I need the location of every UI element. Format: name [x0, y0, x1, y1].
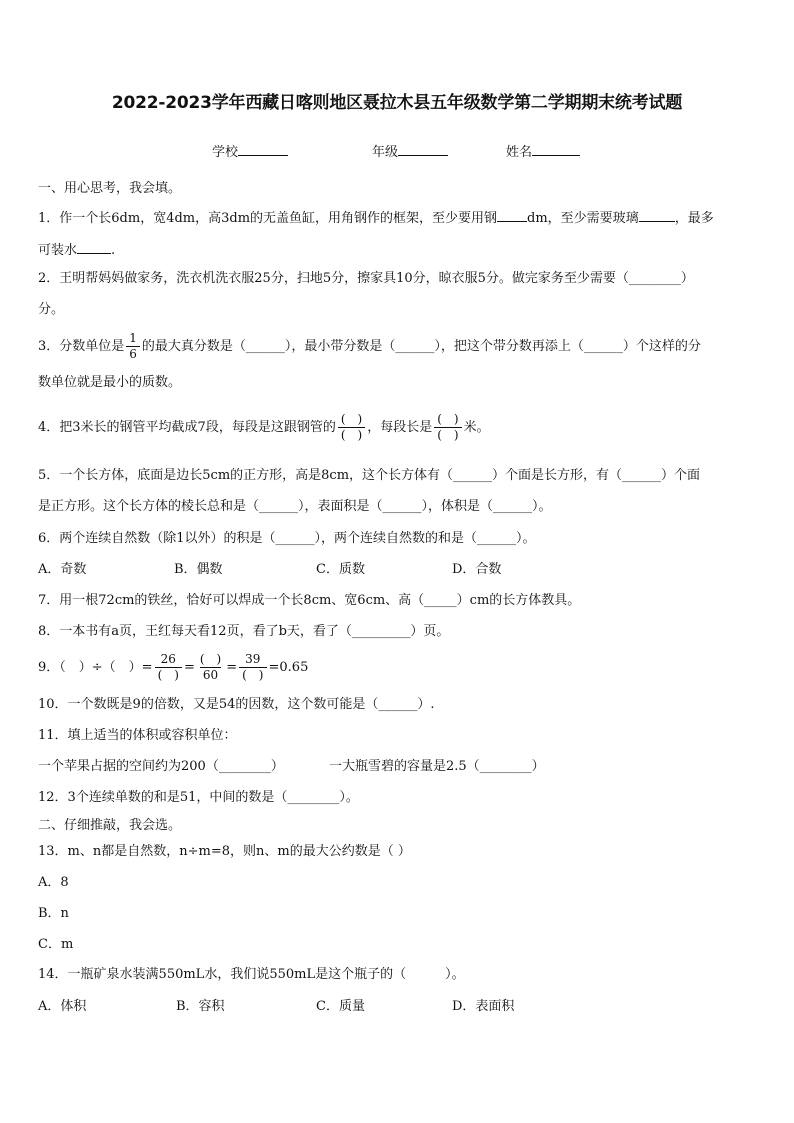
question-2-cont: 分。 — [38, 302, 65, 317]
q1-blank-3[interactable] — [77, 239, 111, 254]
grade-field — [372, 141, 448, 160]
q4-fraction-2-den: ( ) — [434, 427, 461, 443]
q1-text-d: 可装水 — [38, 243, 78, 258]
q9-fraction-2-den: 60 — [200, 667, 221, 683]
q1-text-e: . — [111, 243, 116, 258]
question-5: 5．一个长方体，底面是边长5cm的正方形，高是8cm，这个长方体有（______）个面是长方形，有（______）个面 — [38, 468, 701, 483]
q9-fraction-1-den: ( ) — [155, 667, 182, 683]
question-5-cont: 是正方形。这个长方体的棱长总和是（______），表面积是（______），体积是（______）。 — [38, 499, 552, 514]
question-1-cont — [38, 239, 115, 260]
question-9 — [38, 652, 308, 684]
q6-option-c[interactable]: C．质数 — [316, 562, 365, 577]
q3-fraction-num: 1 — [129, 331, 137, 345]
q4-fraction-1[interactable] — [338, 412, 365, 443]
q1-blank-1[interactable] — [497, 207, 527, 222]
q14-option-d[interactable]: D．表面积 — [452, 999, 515, 1014]
q9-fraction-2-num: ( ) — [199, 652, 222, 666]
q9-fraction-1-num: 26 — [160, 652, 176, 666]
q9-text-end: =0.65 — [268, 660, 309, 675]
page-title: 2022-2023学年西藏日喀则地区聂拉木县五年级数学第二学期期末统考试题 — [111, 93, 683, 113]
question-10: 10．一个数既是9的倍数，又是54的因数，这个数可能是（______）. — [38, 697, 435, 712]
q14-option-c[interactable]: C．质量 — [316, 999, 365, 1014]
q9-fraction-1[interactable] — [155, 652, 182, 683]
q14-option-a[interactable]: A．体积 — [38, 999, 87, 1014]
q4-text-b: ，每段长是 — [367, 420, 433, 435]
grade-blank[interactable] — [398, 141, 448, 156]
question-14: 14．一瓶矿泉水装满550mL水，我们说550mL是这个瓶子的（ ）。 — [38, 967, 465, 982]
question-3 — [38, 331, 701, 362]
q1-text-a: 1．作一个长6dm，宽4dm，高3dm的无盖鱼缸，用角钢作的框架，至少要用钢 — [38, 211, 498, 226]
question-2: 2．王明帮妈妈做家务，洗衣机洗衣服25分，扫地5分，擦家具10分，晾衣服5分。做完家务至少需要（________） — [38, 271, 694, 286]
q6-option-b[interactable]: B．偶数 — [174, 562, 223, 577]
q9-text-a: 9．（ ）÷（ ）= — [38, 660, 153, 675]
q11-item-a: 一个苹果占据的空间约为200（________） — [38, 759, 284, 774]
question-1 — [38, 207, 714, 228]
q4-fraction-1-den: ( ) — [338, 427, 365, 443]
name-field — [506, 141, 580, 160]
q9-fraction-3-num: 39 — [245, 652, 261, 666]
q13-option-a[interactable]: A．8 — [38, 875, 69, 890]
q3-text-a: 3．分数单位是 — [38, 339, 125, 354]
section-heading-2: 二、仔细推敲，我会选。 — [38, 818, 182, 833]
q14-option-b[interactable]: B．容积 — [176, 999, 225, 1014]
question-7: 7．用一根72cm的铁丝，恰好可以焊成一个长8cm、宽6cm、高（_____）cm的长方体教具。 — [38, 593, 581, 608]
q6-option-a[interactable]: A．奇数 — [38, 562, 87, 577]
q9-equals-1: = — [183, 660, 195, 675]
q1-text-b: dm，至少需要玻璃 — [527, 211, 639, 226]
grade-label: 年级 — [372, 145, 399, 160]
q4-fraction-2[interactable] — [434, 412, 461, 443]
question-8: 8．一本书有a页，王红每天看12页，看了b天，看了（_________）页。 — [38, 624, 450, 639]
q4-fraction-2-num: ( ) — [437, 412, 459, 426]
question-4 — [38, 408, 490, 448]
q1-text-c: ，最多 — [674, 211, 714, 226]
name-label: 姓名 — [506, 145, 533, 160]
q4-text-a: 4．把3米长的钢管平均截成7段，每段是这跟钢管的 — [38, 420, 336, 435]
school-field — [212, 141, 288, 160]
question-3-cont: 数单位就是最小的质数。 — [38, 375, 182, 390]
q3-fraction — [126, 331, 140, 362]
q13-option-c[interactable]: C．m — [38, 937, 74, 952]
q4-text-c: 米。 — [463, 420, 490, 435]
q4-fraction-1-num: ( ) — [340, 412, 363, 426]
question-11: 11．填上适当的体积或容积单位： — [38, 728, 237, 743]
q6-option-d[interactable]: D．合数 — [452, 562, 502, 577]
q9-fraction-2[interactable] — [197, 652, 224, 683]
question-13: 13．m、n都是自然数，n÷m=8，则n、m的最大公约数是（ ） — [38, 844, 411, 859]
q11-item-b: 一大瓶雪碧的容量是2.5（________） — [329, 759, 545, 774]
question-6: 6．两个连续自然数（除1以外）的积是（______），两个连续自然数的和是（______）。 — [38, 531, 536, 546]
q13-option-b[interactable]: B．n — [38, 906, 69, 921]
section-heading-1: 一、用心思考，我会填。 — [38, 181, 182, 196]
q9-fraction-3[interactable] — [239, 652, 266, 683]
q3-fraction-den: 6 — [126, 346, 140, 362]
name-blank[interactable] — [532, 141, 580, 156]
q9-fraction-3-den: ( ) — [239, 667, 266, 683]
q3-text-b: 的最大真分数是（______），最小带分数是（______），把这个带分数再添上（______）个这样的分 — [141, 339, 701, 354]
question-12: 12．3个连续单数的和是51，中间的数是（________）。 — [38, 790, 359, 805]
school-label: 学校 — [212, 145, 239, 160]
q1-blank-2[interactable] — [639, 207, 675, 222]
q9-equals-2: = — [226, 660, 238, 675]
school-blank[interactable] — [238, 141, 288, 156]
